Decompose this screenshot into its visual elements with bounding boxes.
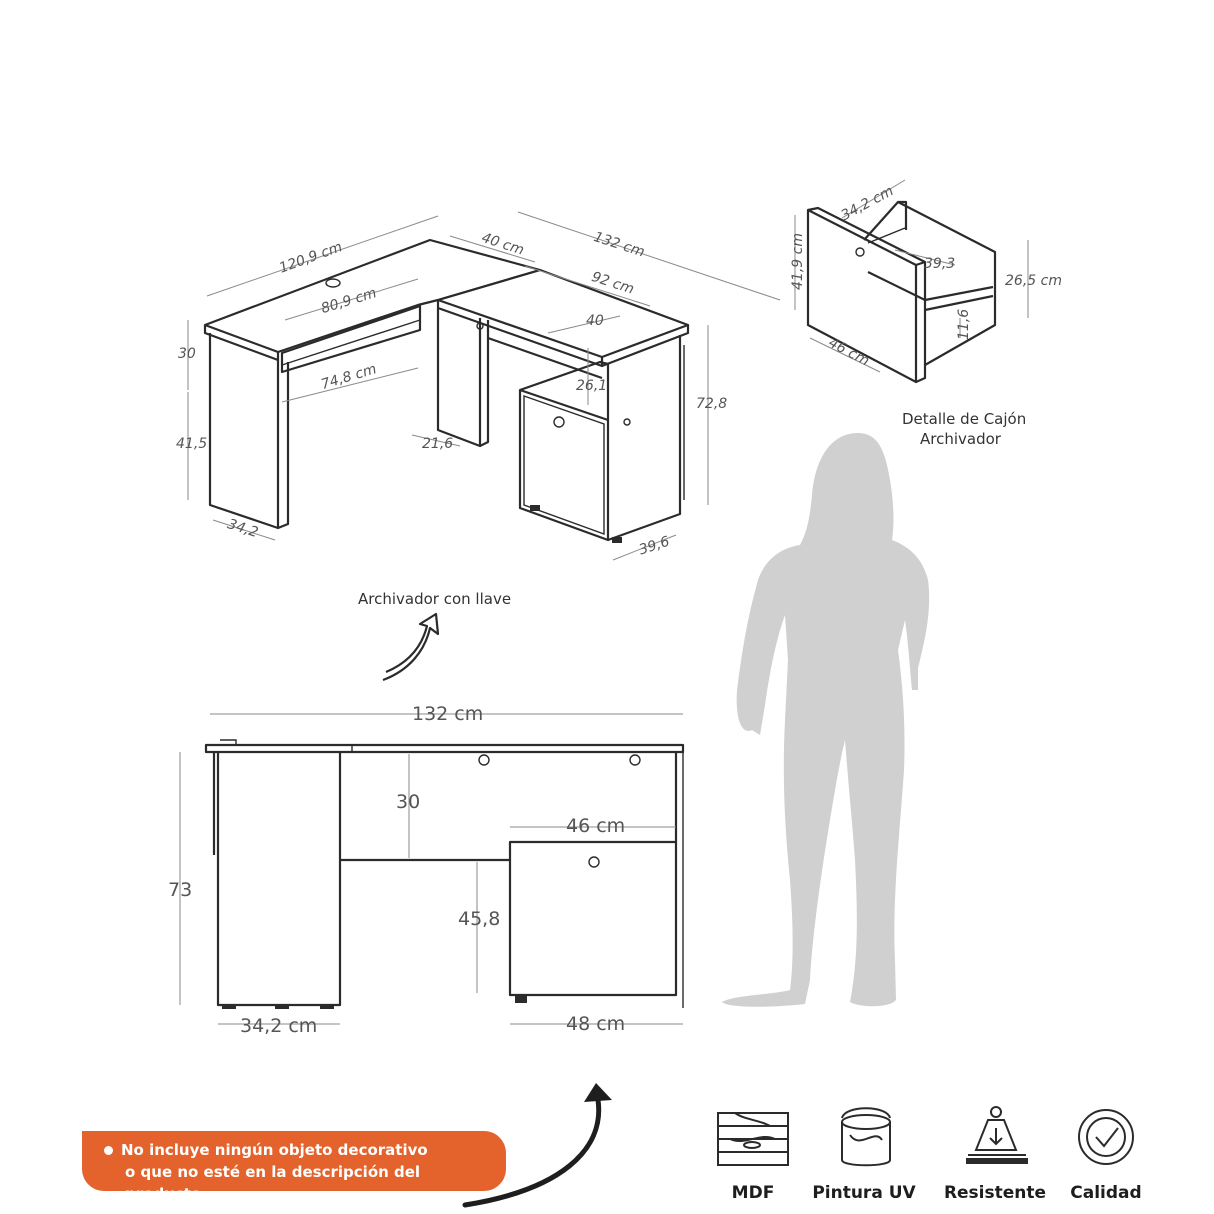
dim-left-depth: 34,2 <box>225 516 261 542</box>
person-silhouette <box>722 433 929 1007</box>
feature-label-calidad: Calidad <box>1070 1183 1142 1203</box>
front-dim-total-width: 132 cm <box>412 703 484 725</box>
dim-tray-width: 80,9 cm <box>319 285 379 318</box>
curved-arrow-up-icon <box>383 614 438 680</box>
drawer-dim-height: 41,9 cm <box>790 233 806 290</box>
drawer-dim-side-height: 26,5 cm <box>1005 273 1062 289</box>
drawer-dim-inner-width: 39,3 <box>924 256 956 272</box>
dim-left-height: 41,5 <box>176 436 208 452</box>
front-dim-total-height: 73 <box>168 879 193 901</box>
drawer-dim-width: 34,2 cm <box>838 183 897 224</box>
front-dim-cabinet-height: 45,8 <box>458 908 501 930</box>
dim-cabinet-depth: 39,6 <box>637 533 672 559</box>
bullet-dot-icon <box>104 1146 113 1155</box>
feature-label-mdf: MDF <box>731 1183 775 1203</box>
feature-label-pintura-uv: Pintura UV <box>812 1183 916 1203</box>
dim-tray-height: 30 <box>178 346 196 362</box>
drawer-dim-bottom-gap: 11,6 <box>956 308 972 340</box>
feature-label-resistente: Resistente <box>943 1183 1047 1203</box>
quality-check-icon <box>1079 1110 1133 1164</box>
wood-grain-icon <box>718 1113 788 1165</box>
note-line2: o que no esté en la descripción del producto. <box>125 1163 421 1203</box>
dim-total-width: 132 cm <box>591 229 647 261</box>
drawer-caption-line2: Archivador <box>920 430 1001 448</box>
dim-tray-inner: 74,8 cm <box>319 361 379 394</box>
dim-cabinet-height: 26,1 <box>576 378 608 394</box>
front-dim-cabinet-width: 46 cm <box>566 815 626 837</box>
dim-foot: 21,6 <box>422 436 454 452</box>
dim-inner-depth: 40 <box>586 313 604 329</box>
paint-can-icon <box>842 1108 890 1165</box>
note-line1: No incluye ningún objeto decorativo <box>121 1141 428 1159</box>
dim-right-width: 92 cm <box>589 268 636 298</box>
front-view-desk-drawing <box>168 703 683 1037</box>
drawer-caption-line1: Detalle de Cajón <box>902 410 1027 428</box>
dim-width-left: 120,9 cm <box>277 239 345 277</box>
front-dim-left-width: 34,2 cm <box>240 1015 318 1037</box>
arrow-head-icon <box>584 1083 612 1102</box>
disclaimer-note <box>82 1131 506 1203</box>
dim-total-height: 72,8 <box>696 396 728 412</box>
weight-icon <box>966 1107 1028 1164</box>
caption-filing-cabinet: Archivador con llave <box>358 590 512 608</box>
front-dim-upper-height: 30 <box>396 791 421 813</box>
isometric-desk-drawing <box>176 212 780 680</box>
dim-depth-corner: 40 cm <box>479 229 526 259</box>
front-dim-cabinet-base: 48 cm <box>566 1013 626 1035</box>
drawer-dim-depth: 46 cm <box>825 334 872 370</box>
drawer-detail-drawing <box>790 180 1062 448</box>
